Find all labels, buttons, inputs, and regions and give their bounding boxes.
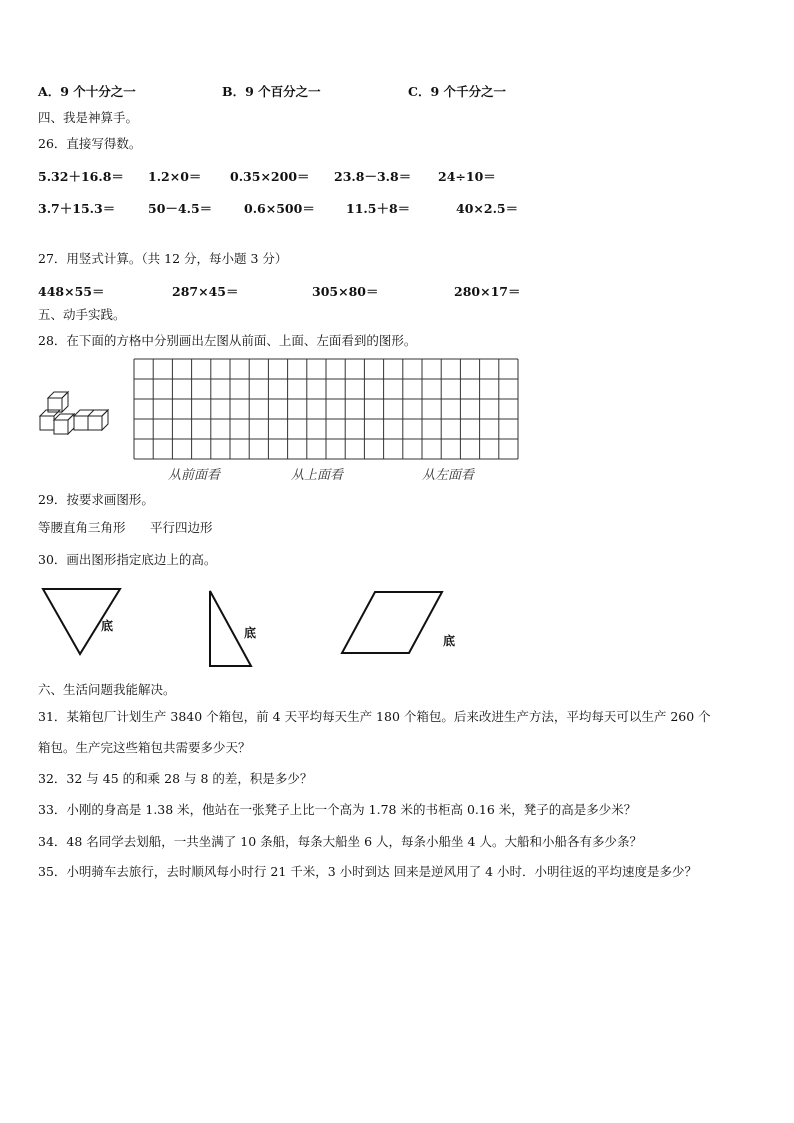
parallelogram-shape xyxy=(341,591,443,655)
q26-r2-c5: 40×2.5＝ xyxy=(456,201,519,216)
q27-item-3: 305×80＝ xyxy=(312,284,379,299)
q26-r2-c1: 3.7＋15.3＝ xyxy=(38,201,116,216)
triangle-base-label: 底 xyxy=(101,619,114,633)
parallelogram-base-label: 底 xyxy=(443,634,456,648)
q30-title: 30．画出图形指定底边上的高。 xyxy=(38,552,217,567)
q28-title: 28．在下面的方格中分别画出左图从前面、上面、左面看到的图形。 xyxy=(38,333,417,348)
q27-item-4: 280×17＝ xyxy=(454,284,521,299)
q26-r2-c4: 11.5＋8＝ xyxy=(346,201,411,216)
q26-r1-c2: 1.2×0＝ xyxy=(148,169,202,184)
q31-line-1: 31．某箱包厂计划生产 3840 个箱包，前 4 天平均每天生产 180 个箱包。后来改进生产方法，平均每天可以生产 260 个 xyxy=(38,709,711,724)
cube-stack-figure xyxy=(38,392,113,436)
grid-label-top: 从上面看 xyxy=(291,468,344,483)
section-6-heading: 六、生活问题我能解决。 xyxy=(38,682,176,697)
q26-r2-c2: 50－4.5＝ xyxy=(148,201,213,216)
q26-title: 26．直接写得数。 xyxy=(38,136,142,151)
right-triangle-base-label: 底 xyxy=(244,626,257,640)
q31-line-2: 箱包。生产完这些箱包共需要多少天？ xyxy=(38,740,251,755)
q29-title: 29．按要求画图形。 xyxy=(38,492,154,507)
grid-label-left: 从左面看 xyxy=(422,468,475,483)
option-b: B．9 个百分之一 xyxy=(222,84,321,99)
q27-title: 27．用竖式计算。（共 12 分，每小题 3 分） xyxy=(38,251,288,266)
q27-item-2: 287×45＝ xyxy=(172,284,239,299)
section-4-heading: 四、我是神算手。 xyxy=(38,110,139,125)
drawing-grid[interactable] xyxy=(134,359,518,459)
q26-r1-c1: 5.32＋16.8＝ xyxy=(38,169,124,184)
option-a: A．9 个十分之一 xyxy=(38,84,136,99)
q33: 33．小刚的身高是 1.38 米，他站在一张凳子上比一个高为 1.78 米的书柜高 0.16 米，凳子的高是多少米？ xyxy=(38,802,637,817)
option-c: C．9 个千分之一 xyxy=(408,84,506,99)
q26-r2-c3: 0.6×500＝ xyxy=(244,201,315,216)
q26-r1-c4: 23.8－3.8＝ xyxy=(334,169,412,184)
q32: 32．32 与 45 的和乘 28 与 8 的差，积是多少？ xyxy=(38,771,313,786)
grid-label-front: 从前面看 xyxy=(168,468,221,483)
q34: 34．48 名同学去划船，一共坐满了 10 条船，每条大船坐 6 人，每条小船坐 4 人。大船和小船各有多少条？ xyxy=(38,834,642,849)
q35: 35．小明骑车去旅行，去时顺风每小时行 21 千米，3 小时到达 回来是逆风用了 4 小时．小明往返的平均速度是多少？ xyxy=(38,864,698,879)
q26-r1-c5: 24÷10＝ xyxy=(438,169,496,184)
section-5-heading: 五、动手实践。 xyxy=(38,307,126,322)
q29-item-1: 等腰直角三角形 xyxy=(38,520,126,535)
q27-item-1: 448×55＝ xyxy=(38,284,105,299)
q29-item-2: 平行四边形 xyxy=(150,520,213,535)
q26-r1-c3: 0.35×200＝ xyxy=(230,169,310,184)
